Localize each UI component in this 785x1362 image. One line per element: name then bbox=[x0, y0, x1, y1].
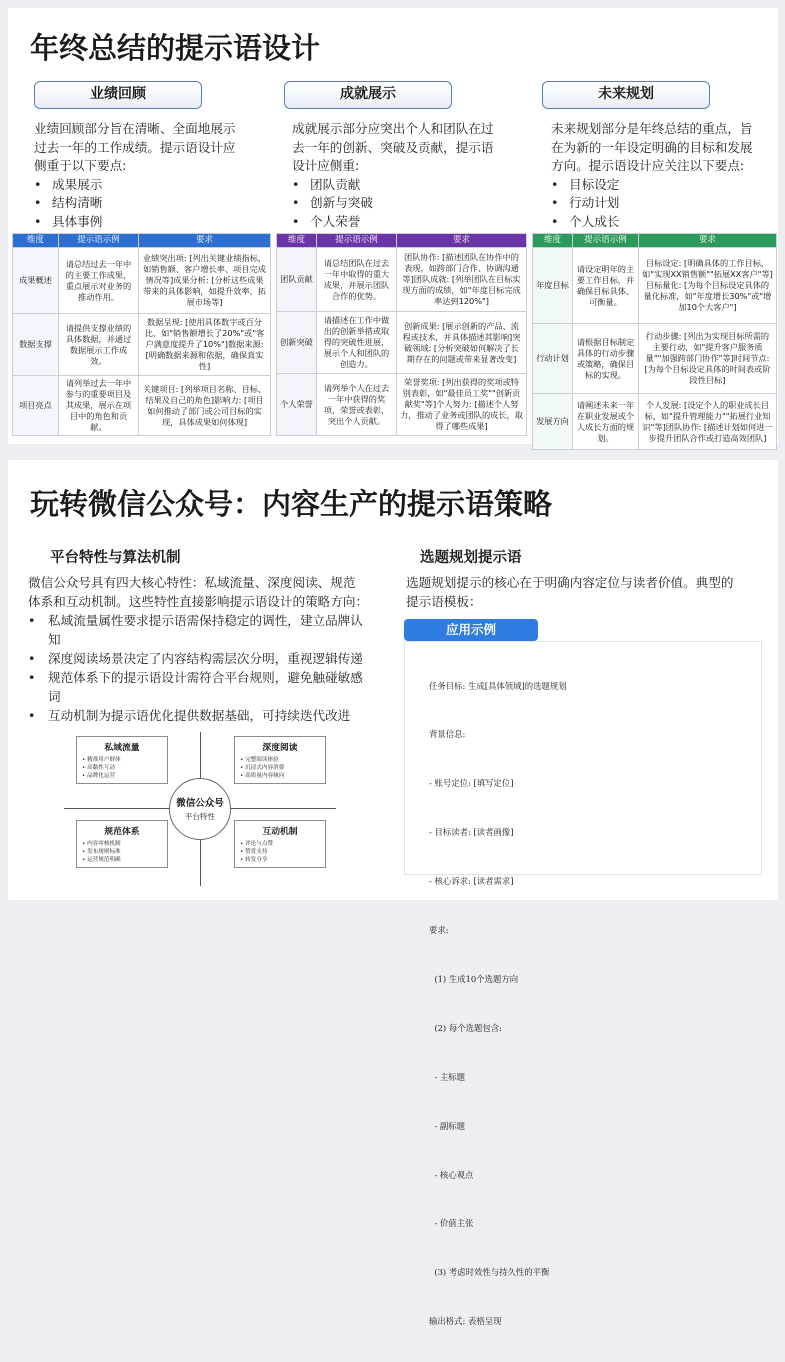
example-cell: 请提供支撑业绩的具体数据，并通过数据展示工作成效。 bbox=[59, 314, 139, 376]
table-row bbox=[13, 248, 271, 314]
dimension-cell: 数据支撑 bbox=[13, 314, 59, 376]
table-header: 维度 bbox=[13, 234, 59, 248]
dimension-cell: 年度目标 bbox=[533, 248, 573, 324]
slide-wechat-official-account bbox=[8, 460, 778, 1327]
bullet-item: • 私域流量属性要求提示语需保持稳定的调性，建立品牌认知 bbox=[28, 611, 372, 649]
achievement-table bbox=[276, 233, 527, 436]
template-line: (1) 生成10个选题方向 bbox=[429, 973, 519, 984]
example-cell: 请总结团队在过去一年中取得的重大成果，并展示团队合作的优势。 bbox=[317, 248, 397, 312]
requirement-cell: 目标设定: [明确具体的工作目标，如"实现XX销售额""拓展XX客户"等]目标量化: [为每个目标设定具体的量化标准，如"年度增长30%"或"增加10个大客户"] bbox=[639, 248, 777, 324]
header-achievement-showcase: 成就展示 bbox=[284, 81, 452, 109]
box-title: 规范体系 bbox=[104, 827, 140, 837]
requirement-cell: 数据呈现: [使用具体数字或百分比，如"销售额增长了20%"或"客户满意度提升了10%"]数据来源: [明确数据来源和依据，确保真实性] bbox=[139, 314, 271, 376]
template-line: (2) 每个选题包含: bbox=[429, 1022, 502, 1033]
requirement-cell: 荣誉奖项: [列出获得的奖项或特别表彰，如"最佳员工奖""创新贡献奖"等]个人努力: [描述个人努力，推动了业务或团队的成长，取得了哪些成果] bbox=[397, 374, 527, 436]
box-item: • 评论与点赞 bbox=[240, 840, 320, 848]
table-row bbox=[277, 374, 527, 436]
box-item: • 转发分享 bbox=[240, 856, 320, 864]
interaction-mechanism-box bbox=[234, 820, 326, 868]
requirement-cell: 业绩突出项: [列出关键业绩指标，如销售额、客户增长率、项目完成情况等]成果分析: [分析这些成果带来的具体影响，如提升效率、拓展市场等] bbox=[139, 248, 271, 314]
template-line: 任务目标: 生成[具体领域]的选题规划 bbox=[429, 680, 567, 691]
box-item: • 运营规范明确 bbox=[82, 856, 162, 864]
table-row bbox=[277, 248, 527, 312]
topic-planning-text bbox=[406, 573, 768, 611]
box-title: 私域流量 bbox=[104, 743, 140, 753]
center-subtitle: 平台特性 bbox=[185, 812, 215, 821]
intro-line: 提示语模板： bbox=[406, 594, 482, 609]
bullet-item: • 规范体系下的提示语设计需符合平台规则，避免触碰敏感词 bbox=[28, 668, 372, 706]
bullet-item: • 创新与突破 bbox=[292, 194, 528, 213]
dimension-cell: 成果概述 bbox=[13, 248, 59, 314]
box-title: 互动机制 bbox=[262, 827, 298, 837]
bullet-item: • 个人荣誉 bbox=[292, 213, 528, 232]
dimension-cell: 行动计划 bbox=[533, 324, 573, 394]
intro-line: 方向。提示语设计应关注以下要点: bbox=[551, 158, 745, 173]
dimension-cell: 发展方向 bbox=[533, 394, 573, 450]
intro-line: 去一年的创新、突破及贡献，提示语 bbox=[292, 139, 494, 155]
future-plan-table bbox=[532, 233, 777, 450]
box-item: • 精准用户群体 bbox=[82, 756, 162, 764]
performance-review-table bbox=[12, 233, 271, 436]
requirement-cell: 团队协作: [描述团队在协作中的表现，如跨部门合作、协调沟通等]团队成就: [列举团队在目标实现方面的成绩，如"年度目标完成率达到120%"] bbox=[397, 248, 527, 312]
performance-review-text bbox=[34, 120, 266, 231]
template-line: - 副标题 bbox=[429, 1120, 465, 1131]
dimension-cell: 创新突破 bbox=[277, 312, 317, 374]
example-cell: 请根据目标制定具体的行动步骤或策略，确保目标的实现。 bbox=[573, 324, 639, 394]
table-row bbox=[13, 376, 271, 436]
requirement-cell: 关键项目: [列举项目名称、目标、结果及自己的角色]影响力: [项目如何推动了部门或公司目标的实现，具体成果如何体现] bbox=[139, 376, 271, 436]
requirement-cell: 创新成果: [展示创新的产品、流程或技术，并具体描述其影响]突破领域: [分析突破如何解决了长期存在的问题或带来显著改变] bbox=[397, 312, 527, 374]
table-row bbox=[277, 312, 527, 374]
dimension-cell: 项目亮点 bbox=[13, 376, 59, 436]
topic-planning-heading: 选题规划提示语 bbox=[420, 550, 522, 566]
future-plan-text bbox=[551, 120, 775, 231]
table-header: 维度 bbox=[277, 234, 317, 248]
achievement-showcase-text bbox=[292, 120, 528, 231]
bullet-item: • 目标设定 bbox=[551, 176, 775, 195]
intro-line: 业绩回顾部分旨在清晰、全面地展示 bbox=[34, 121, 236, 136]
slide2-title: 玩转微信公众号：内容生产的提示语策略 bbox=[30, 487, 553, 521]
example-cell: 请阐述未来一年在职业发展或个人成长方面的规划。 bbox=[573, 394, 639, 450]
wechat-center-circle bbox=[169, 778, 231, 840]
table-header: 要求 bbox=[397, 234, 527, 248]
intro-line: 过去一年的工作成绩。提示语设计应 bbox=[34, 139, 236, 155]
table-header: 提示语示例 bbox=[59, 234, 139, 248]
box-item: • 内容审核机制 bbox=[82, 840, 162, 848]
intro-line: 设计应侧重: bbox=[292, 158, 360, 173]
example-cell: 请列举个人在过去一年中获得的奖项、荣誉或表彰，突出个人贡献。 bbox=[317, 374, 397, 436]
example-cell: 请描述在工作中做出的创新举措或取得的突破性进展，展示个人和团队的创造力。 bbox=[317, 312, 397, 374]
bullet-item: • 深度阅读场景决定了内容结构需层次分明，重视逻辑传递 bbox=[28, 649, 372, 668]
example-cell: 请总结过去一年中的主要工作成果，重点展示对业务的推动作用。 bbox=[59, 248, 139, 314]
private-traffic-box bbox=[76, 736, 168, 784]
table-row bbox=[533, 248, 777, 324]
template-line: 输出格式: 表格呈现 bbox=[429, 1316, 502, 1327]
box-item: • 完整阅读体验 bbox=[240, 756, 320, 764]
requirement-cell: 行动步骤: [列出为实现目标所需的主要行动，如"提升客户服务质量""加强跨部门协作"等]时间节点: [为每个目标设定具体的时间表或阶段性目标] bbox=[639, 324, 777, 394]
intro-line: 选题规划提示的核心在于明确内容定位与读者价值。典型的 bbox=[406, 575, 734, 590]
bullet-item: • 个人成长 bbox=[551, 213, 775, 232]
slide1-title: 年终总结的提示语设计 bbox=[30, 31, 321, 65]
box-item: • 高黏性互动 bbox=[82, 764, 162, 772]
box-item: • 发布规则标准 bbox=[82, 848, 162, 856]
table-header: 提示语示例 bbox=[573, 234, 639, 248]
prompt-template-box bbox=[404, 641, 762, 1327]
intro-line: 微信公众号具有四大核心特性：私域流量、深度阅读、规范 bbox=[28, 575, 356, 590]
box-title: 深度阅读 bbox=[262, 743, 298, 753]
dimension-cell: 团队贡献 bbox=[277, 248, 317, 312]
intro-line: 成就展示部分应突出个人和团队在过 bbox=[292, 121, 494, 136]
example-cell: 请设定明年的主要工作目标，并确保目标具体、可衡量。 bbox=[573, 248, 639, 324]
bullet-item: • 互动机制为提示语优化提供数据基础，可持续迭代改进 bbox=[28, 706, 372, 725]
template-line: - 账号定位: [填写定位] bbox=[429, 778, 514, 789]
template-line: - 主标题 bbox=[429, 1071, 465, 1082]
box-item: • 赞赏支持 bbox=[240, 848, 320, 856]
platform-text bbox=[28, 573, 372, 725]
template-line: - 目标读者: [读者画像] bbox=[429, 827, 514, 838]
slide-year-end-summary bbox=[8, 8, 778, 444]
regulation-system-box bbox=[76, 820, 168, 868]
deep-reading-box bbox=[234, 736, 326, 784]
center-title: 微信公众号 bbox=[176, 798, 224, 809]
application-example-button[interactable]: 应用示例 bbox=[404, 619, 538, 641]
bullet-item: • 行动计划 bbox=[551, 194, 775, 213]
intro-line: 侧重于以下要点: bbox=[34, 158, 127, 173]
table-header: 提示语示例 bbox=[317, 234, 397, 248]
intro-line: 未来规划部分是年终总结的重点，旨 bbox=[551, 121, 753, 136]
bullet-item: • 结构清晰 bbox=[34, 194, 266, 213]
dimension-cell: 个人荣誉 bbox=[277, 374, 317, 436]
template-line: (3) 考虑时效性与持久性的平衡 bbox=[429, 1267, 550, 1278]
box-item: • 沉浸式内容消费 bbox=[240, 764, 320, 772]
intro-line: 体系和互动机制。这些特性直接影响提示语设计的策略方向： bbox=[28, 594, 369, 609]
box-item: • 高质量内容倾向 bbox=[240, 772, 320, 780]
table-row bbox=[533, 324, 777, 394]
header-performance-review: 业绩回顾 bbox=[34, 81, 202, 109]
table-row bbox=[533, 394, 777, 450]
table-header: 维度 bbox=[533, 234, 573, 248]
template-line: 要求: bbox=[429, 925, 449, 936]
table-header: 要求 bbox=[139, 234, 271, 248]
box-item: • 品牌化运营 bbox=[82, 772, 162, 780]
requirement-cell: 个人发展: [设定个人的职业成长目标，如"提升管理能力""拓展行业知识"等]团队协作: [描述计划如何进一步提升团队合作或打造高效团队] bbox=[639, 394, 777, 450]
template-line: - 核心观点 bbox=[429, 1169, 474, 1180]
template-line: - 核心诉求: [读者需求] bbox=[429, 876, 514, 887]
platform-heading: 平台特性与算法机制 bbox=[50, 550, 181, 566]
platform-features-diagram bbox=[64, 732, 336, 886]
table-header: 要求 bbox=[639, 234, 777, 248]
bullet-item: • 团队贡献 bbox=[292, 176, 528, 195]
bullet-item: • 成果展示 bbox=[34, 176, 266, 195]
header-future-plan: 未来规划 bbox=[542, 81, 710, 109]
template-line: - 价值主张 bbox=[429, 1218, 474, 1229]
example-cell: 请列举过去一年中参与的重要项目及其成果，展示在项目中的角色和贡献。 bbox=[59, 376, 139, 436]
template-line: 背景信息: bbox=[429, 729, 466, 740]
table-row bbox=[13, 314, 271, 376]
intro-line: 在为新的一年设定明确的目标和发展 bbox=[551, 139, 753, 155]
bullet-item: • 具体事例 bbox=[34, 213, 266, 232]
